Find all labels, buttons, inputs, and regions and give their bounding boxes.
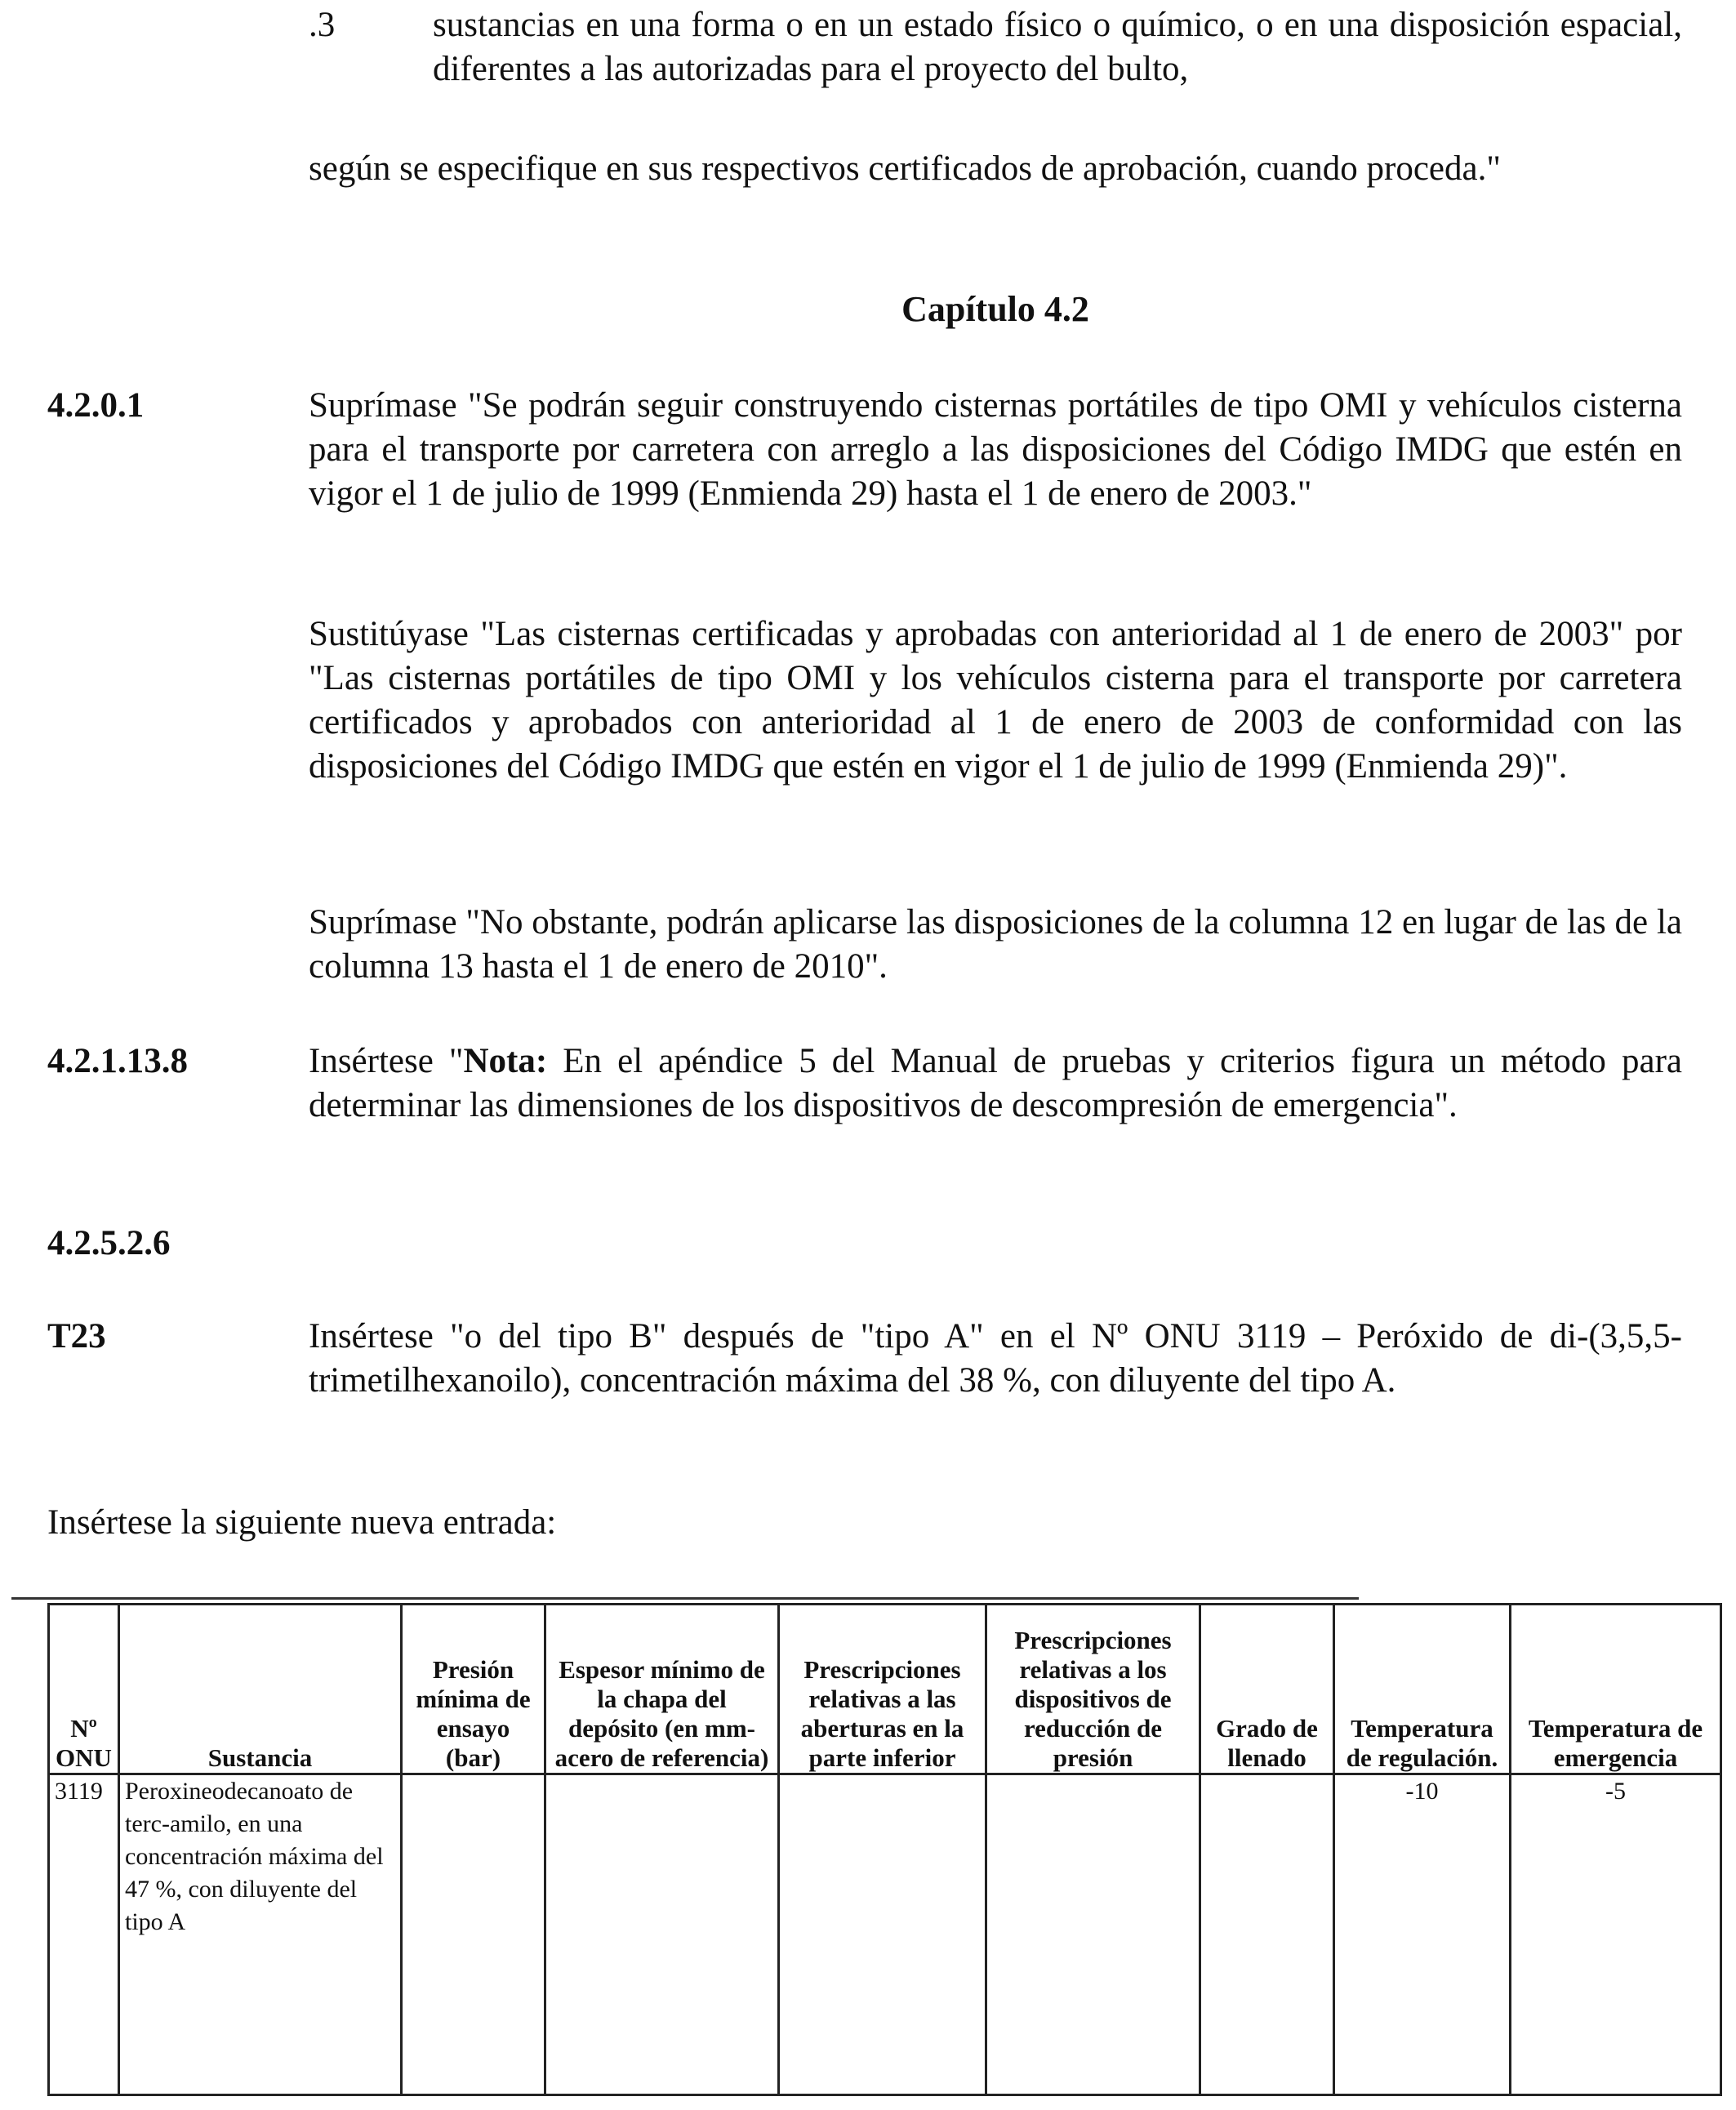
note-label: Nota:: [463, 1042, 548, 1080]
table-row: [49, 1774, 1721, 2095]
cell-emergency-temperature: -5: [1511, 1774, 1721, 2095]
table-header-row: [49, 1605, 1721, 1774]
header-min-shell-thickness: Espesor mínimo de la chapa del depósito (en mm-acero de referencia): [545, 1605, 779, 1774]
header-min-test-pressure: Presión mínima de ensayo (bar): [402, 1605, 545, 1774]
cell-min-test-pressure: [402, 1774, 545, 2095]
header-substance: Sustancia: [119, 1605, 402, 1774]
section-number-t23: T23: [47, 1317, 106, 1355]
section-4-2-0-1-paragraph-2: Sustitúyase "Las cisternas certificadas y aprobadas con anterioridad al 1 de enero de 2003" por "Las cisternas portátiles de tipo OMI y los vehículos cisterna para el transporte por carretera certificados y aprobados con anterioridad al 1 de enero de 2003 de conformidad con las disposiciones del Código IMDG que estén en vigor el 1 de julio de 1999 (Enmienda 29)".: [309, 615, 1682, 786]
header-emergency-temperature: Temperatura de emergencia: [1511, 1605, 1721, 1774]
cell-bottom-openings: [779, 1774, 986, 2095]
intro-item-text: sustancias en una forma o en un estado físico o químico, o en una disposición espacial, diferentes a las autorizadas para el proyecto del bulto,: [433, 6, 1682, 88]
t23-paragraph: Insértese "o del tipo B" después de "tipo A" en el Nº ONU 3119 – Peróxido de di-(3,5,5-trimetilhexanoilo), concentración máxima del 38 %, con diluyente del tipo A.: [309, 1317, 1682, 1400]
section-number-4-2-1-13-8: 4.2.1.13.8: [47, 1042, 188, 1080]
section-4-2-0-1-paragraph-3: Suprímase "No obstante, podrán aplicarse las disposiciones de la columna 12 en lugar de las de la columna 13 hasta el 1 de enero de 2010".: [309, 903, 1682, 986]
intro-continuation: según se especifique en sus respectivos certificados de aprobación, cuando proceda.": [309, 149, 1501, 188]
note-text: En el apéndice 5 del Manual de pruebas y criterios figura un método para determinar las dimensiones de los dispositivos de descompresión de emergencia".: [309, 1042, 1682, 1124]
header-pressure-relief: Prescripciones relativas a los dispositivos de reducción de presión: [986, 1605, 1200, 1774]
table-top-rule: [11, 1597, 1359, 1600]
insert-prefix: Insértese ": [309, 1042, 464, 1080]
new-entry-table: [47, 1603, 1722, 2096]
cell-substance: Peroxineodecanoato de terc-amilo, en una concentración máxima del 47 %, con diluyente del tipo A: [119, 1774, 402, 2095]
cell-min-shell-thickness: [545, 1774, 779, 2095]
cell-un-number: 3119: [49, 1774, 119, 2095]
header-filling-degree: Grado de llenado: [1200, 1605, 1334, 1774]
header-un-number: Nº ONU: [49, 1605, 119, 1774]
section-4-2-0-1-paragraph-1: Suprímase "Se podrán seguir construyendo cisternas portátiles de tipo OMI y vehículos cisterna para el transporte por carretera con arreglo a las disposiciones del Código IMDG que estén en vigor el 1 de julio de 1999 (Enmienda 29) hasta el 1 de enero de 2003.": [309, 386, 1682, 513]
header-bottom-openings: Prescripciones relativas a las aberturas en la parte inferior: [779, 1605, 986, 1774]
section-4-2-1-13-8-paragraph: [309, 1039, 1682, 1128]
insert-instruction: Insértese la siguiente nueva entrada:: [47, 1503, 557, 1542]
section-number-4-2-5-2-6: 4.2.5.2.6: [47, 1224, 171, 1262]
cell-filling-degree: [1200, 1774, 1334, 2095]
cell-pressure-relief: [986, 1774, 1200, 2095]
section-number-4-2-0-1: 4.2.0.1: [47, 386, 145, 425]
intro-item-number: .3: [309, 6, 336, 44]
cell-control-temperature: -10: [1334, 1774, 1511, 2095]
chapter-heading: Capítulo 4.2: [901, 289, 1089, 329]
header-control-temperature: Temperatura de regulación.: [1334, 1605, 1511, 1774]
